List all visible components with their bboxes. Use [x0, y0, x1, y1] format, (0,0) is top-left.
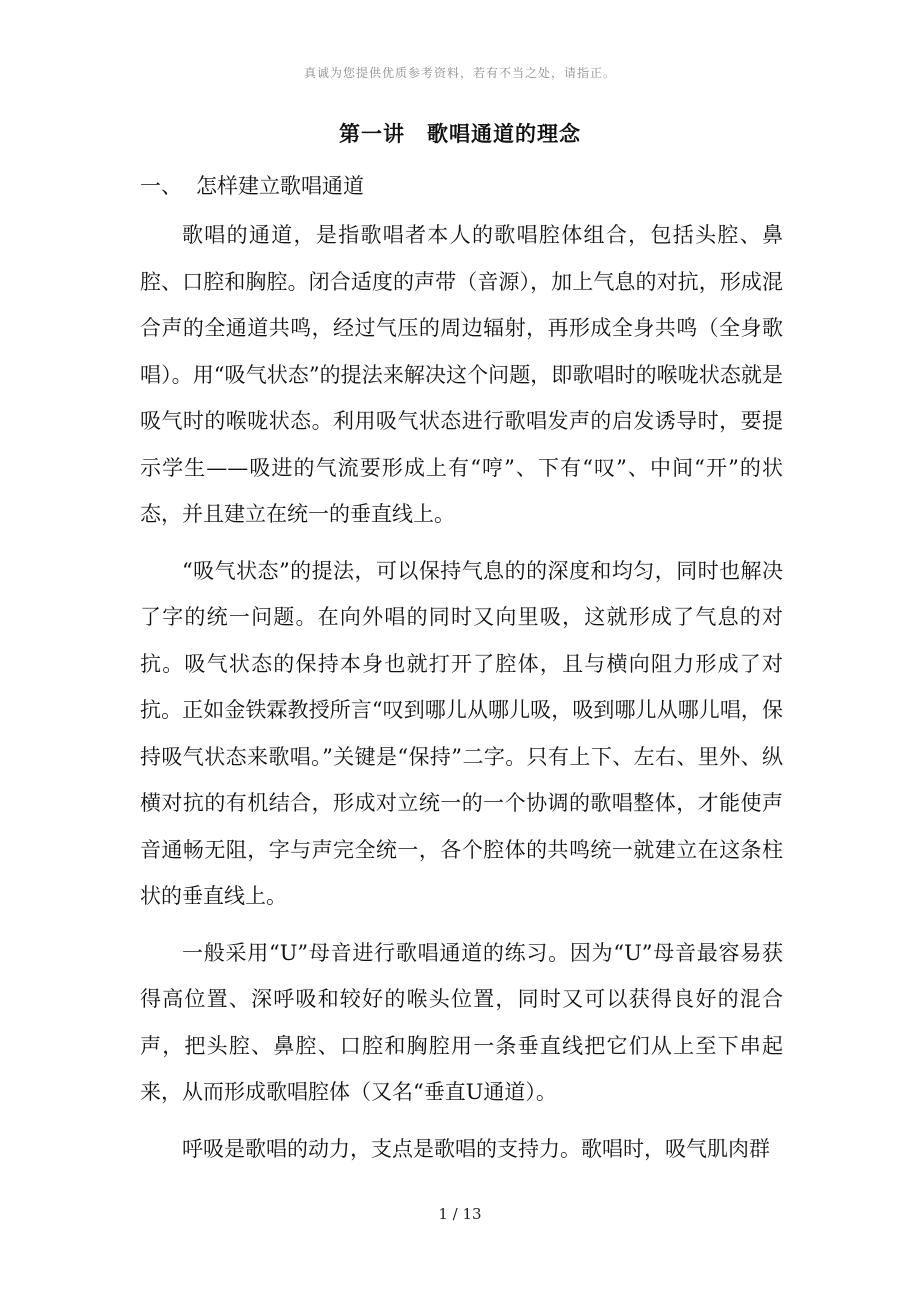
paragraph: “吸气状态”的提法，可以保持气息的的深度和均匀，同时也解决了字的统一问题。在向外唱的同时又向里吸，这就形成了气息的对抗。吸气状态的保持本身也就打开了腔体，且与横向阻力形成了对抗。正如金铁霖教授所言“叹到哪儿从哪儿吸，吸到哪儿从哪儿唱，保持吸气状态来歌唱。”关键是“保持”二字。只有上下、左右、里外、纵横对抗的有机结合，形成对立统一的一个协调的歌唱整体，才能使声音通畅无阻，字与声完全统一，各个腔体的共鸣统一就建立在这条柱状的垂直线上。	[140, 558, 783, 908]
paragraph: 歌唱的通道，是指歌唱者本人的歌唱腔体组合，包括头腔、鼻腔、口腔和胸腔。闭合适度的声带（音源），加上气息的对抗，形成混合声的全通道共鸣，经过气压的周边辐射，再形成全身共鸣（全身歌唱）。用“吸气状态”的提法来解决这个问题，即歌唱时的喉咙状态就是吸气时的喉咙状态。利用吸气状态进行歌唱发声的启发诱导时，要提示学生——吸进的气流要形成上有“哼”、下有“叹”、中间“开”的状态，并且建立在统一的垂直线上。	[140, 223, 783, 526]
section-heading-text: 怎样建立歌唱通道	[196, 174, 364, 198]
paragraph: 一般采用“U”母音进行歌唱通道的练习。因为“U”母音最容易获得高位置、深呼吸和较好的喉头位置，同时又可以获得良好的混合声，把头腔、鼻腔、口腔和胸腔用一条垂直线把它们从上至下串起来，从而形成歌唱腔体（又名“垂直U通道）。	[140, 940, 783, 1104]
body-text	[140, 212, 783, 1182]
page-number: 1 / 13	[438, 1205, 482, 1223]
page-title: 第一讲 歌唱通道的理念	[339, 121, 581, 146]
section-number: 一、	[140, 174, 182, 198]
paragraph: 呼吸是歌唱的动力，支点是歌唱的支持力。歌唱时，吸气肌肉群	[182, 1136, 770, 1161]
header-note: 真诚为您提供优质参考资料，若有不当之处，请指正。	[303, 66, 616, 80]
section-heading	[140, 170, 364, 200]
